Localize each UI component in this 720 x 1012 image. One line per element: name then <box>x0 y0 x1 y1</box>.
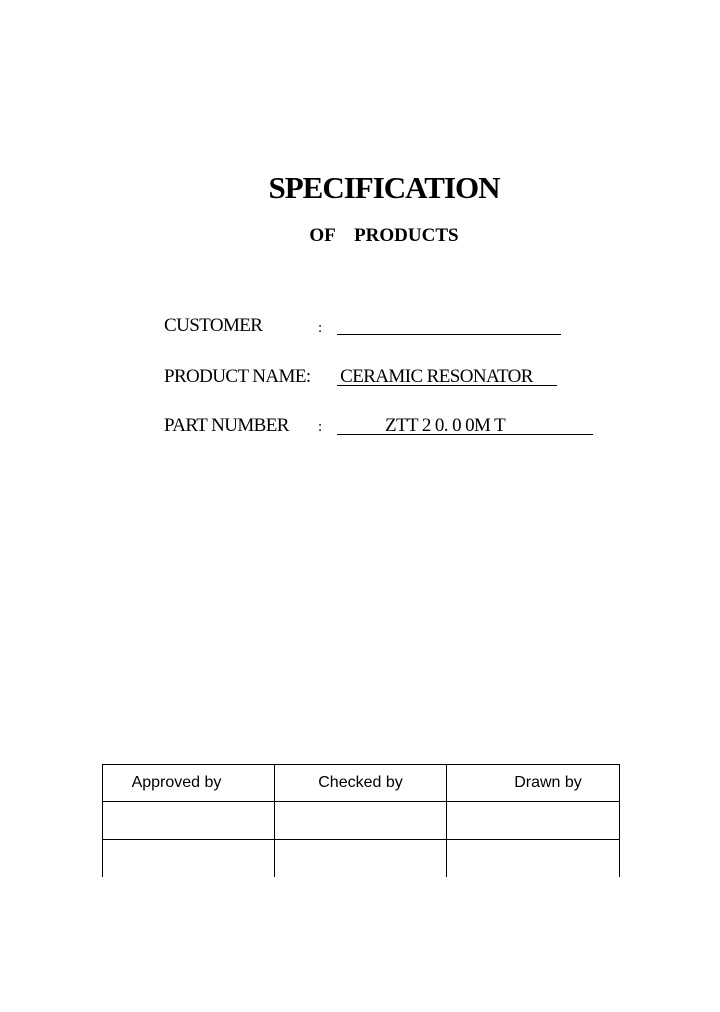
document-title: SPECIFICATION <box>268 170 500 205</box>
approved-by-label: Approved by <box>131 774 222 791</box>
customer-colon: : <box>318 320 323 336</box>
checked-by-date-cell <box>275 840 447 878</box>
drawn-by-signature-cell <box>447 802 620 840</box>
customer-label: CUSTOMER <box>164 315 263 336</box>
product-name-label: PRODUCT NAME: <box>164 366 311 387</box>
signoff-header-row <box>103 765 620 802</box>
customer-value-line <box>337 334 561 335</box>
part-number-label: PART NUMBER <box>164 415 289 436</box>
approved-by-date-cell <box>103 840 275 878</box>
signoff-header-cell <box>103 765 275 802</box>
product-name-value: CERAMIC RESONATOR <box>336 366 537 387</box>
checked-by-label: Checked by <box>318 774 403 791</box>
approved-by-signature-cell <box>103 802 275 840</box>
signoff-date-row <box>103 840 620 878</box>
signoff-header-cell <box>447 765 620 802</box>
part-number-value: ZTT 2 0. 0 0M T <box>385 415 506 436</box>
part-number-colon: : <box>318 419 323 435</box>
signoff-header-cell <box>275 765 447 802</box>
signoff-table <box>102 764 620 877</box>
drawn-by-label: Drawn by <box>514 774 582 791</box>
drawn-by-date-cell <box>447 840 620 878</box>
checked-by-signature-cell <box>275 802 447 840</box>
signoff-signature-row <box>103 802 620 840</box>
document-subtitle: OF PRODUCTS <box>309 225 459 246</box>
